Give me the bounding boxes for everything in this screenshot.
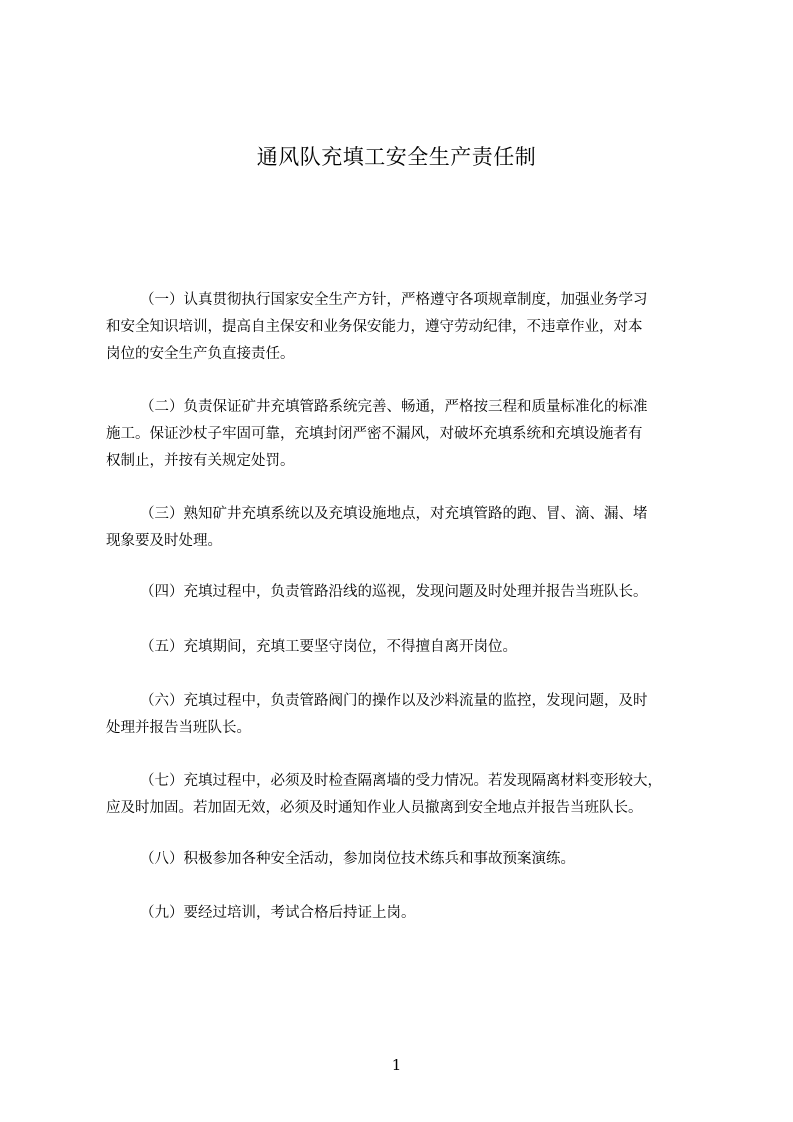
- clause-line: （一）认真贯彻执行国家安全生产方针，严格遵守各项规章制度，加强业务学习: [140, 292, 648, 308]
- clause-line: 岗位的安全生产负直接责任。: [106, 346, 295, 362]
- clause-line: （六）充填过程中，负责管路阀门的操作以及沙料流量的监控，发现问题，及时: [140, 693, 648, 709]
- clause-line: （四）充填过程中，负责管路沿线的巡视，发现问题及时处理并报告当班队长。: [140, 584, 648, 600]
- clause-line: 施工。保证沙杖子牢固可靠，充填封闭严密不漏风，对破坏充填系统和充填设施者有: [106, 426, 643, 442]
- clause-7: [106, 768, 706, 822]
- page-title: 通风队充填工安全生产责任制: [256, 145, 537, 169]
- clause-line: 应及时加固。若加固无效，必须及时通知作业人员撤离到安全地点并报告当班队长。: [106, 800, 643, 816]
- clause-line: （九）要经过培训，考试合格后持证上岗。: [140, 905, 416, 921]
- page-number: 1: [391, 1056, 402, 1074]
- clause-line: 现象要及时处理。: [106, 533, 222, 549]
- clause-line: 权制止，并按有关规定处罚。: [106, 453, 295, 469]
- clause-6: [106, 688, 706, 742]
- clause-9: [106, 900, 706, 927]
- clause-1: [106, 287, 706, 368]
- clause-3: [106, 501, 706, 555]
- clause-5: [106, 634, 706, 661]
- clause-line: （七）充填过程中，必须及时检查隔离墙的受力情况。若发现隔离材料变形较大，: [140, 773, 662, 789]
- clause-line: 处理并报告当班队长。: [106, 720, 251, 736]
- clause-line: 和安全知识培训，提高自主保安和业务保安能力，遵守劳动纪律，不违章作业，对本: [106, 319, 643, 335]
- clause-8: [106, 846, 706, 873]
- clause-line: （八）积极参加各种安全活动，参加岗位技术练兵和事故预案演练。: [140, 851, 575, 867]
- clause-2: [106, 394, 706, 475]
- clause-line: （三）熟知矿井充填系统以及充填设施地点，对充填管路的跑、冒、滴、漏、堵: [140, 506, 648, 522]
- clause-line: （二）负责保证矿井充填管路系统完善、畅通，严格按三程和质量标准化的标准: [140, 399, 648, 415]
- clause-4: [106, 579, 706, 606]
- clause-line: （五）充填期间，充填工要坚守岗位，不得擅自离开岗位。: [140, 639, 517, 655]
